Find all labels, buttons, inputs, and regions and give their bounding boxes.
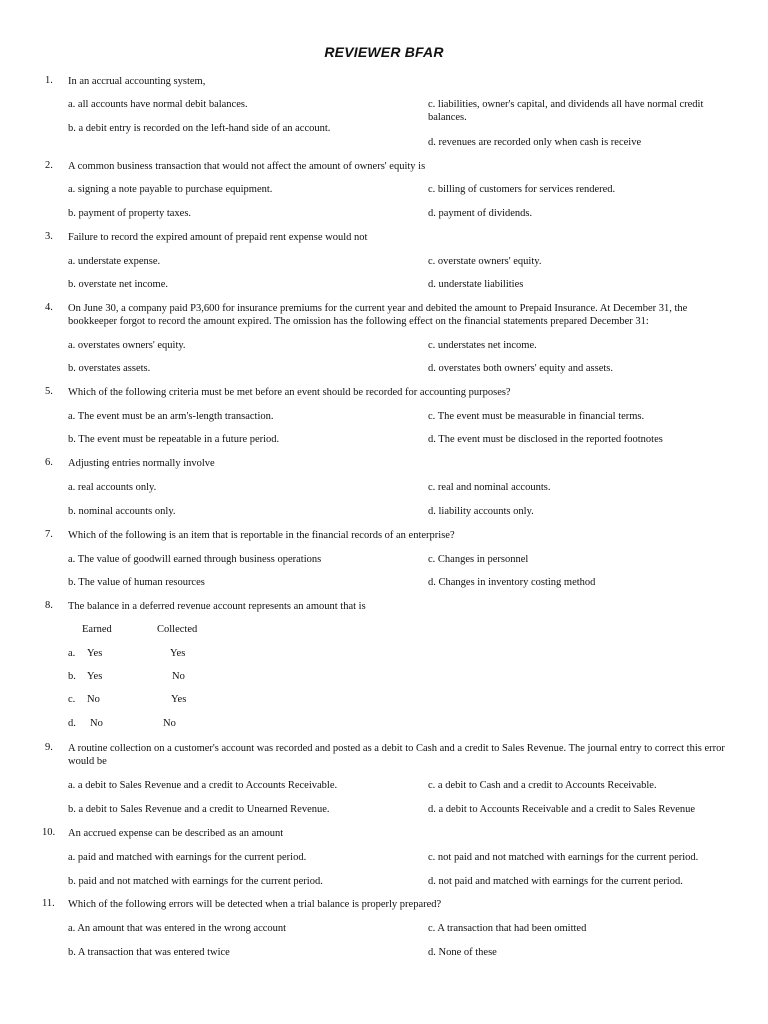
option-c: c. understates net income. — [428, 340, 537, 351]
row-letter: c. — [68, 694, 76, 705]
option-d: d. None of these — [428, 947, 497, 958]
option-a: a. paid and matched with earnings for the current period. — [68, 852, 307, 863]
question-text: In an accrual accounting system, — [68, 76, 206, 87]
question-number: 8. — [45, 600, 53, 611]
option-a: a. An amount that was entered in the wrong account — [68, 923, 287, 934]
option-c: c. not paid and not matched with earnings for the current period. — [428, 852, 699, 863]
option-a: a. understate expense. — [68, 256, 161, 267]
option-a: a. real accounts only. — [68, 482, 157, 493]
question-number: 3. — [45, 231, 53, 242]
question-number: 6. — [45, 457, 53, 468]
row-letter: a. — [68, 648, 76, 659]
table-header-collected: Collected — [157, 624, 198, 635]
question-number: 2. — [45, 160, 53, 171]
option-d: d. a debit to Accounts Receivable and a credit to Sales Revenue — [428, 804, 696, 815]
question-text: On June 30, a company paid P3,600 for insurance premiums for the current year and debited the amount to Prepaid Insurance. At December 31, the bookkeeper forgot to record the amount expired. The omission has the following effect on the financial statements prepared December 31: — [68, 303, 688, 327]
option-a: a. The value of goodwill earned through business operations — [68, 554, 322, 565]
cell-collected: Yes — [171, 694, 187, 705]
question-number: 5. — [45, 386, 53, 397]
option-b: b. The event must be repeatable in a future period. — [68, 434, 280, 445]
question-text: A routine collection on a customer's account was recorded and posted as a debit to Cash and a credit to Sales Revenue. The journal entry to correct this error would be — [68, 743, 725, 767]
option-b: b. a debit to Sales Revenue and a credit to Unearned Revenue. — [68, 804, 330, 815]
question-text: A common business transaction that would not affect the amount of owners' equity is — [68, 161, 426, 172]
option-d: d. Changes in inventory costing method — [428, 577, 596, 588]
cell-earned: No — [90, 718, 103, 729]
page-title: REVIEWER BFAR — [324, 44, 444, 60]
option-b: b. The value of human resources — [68, 577, 205, 588]
option-b: b. overstate net income. — [68, 279, 169, 290]
cell-earned: No — [87, 694, 100, 705]
question-text: Which of the following criteria must be met before an event should be recorded for accounting purposes? — [68, 387, 511, 398]
option-c: c. A transaction that had been omitted — [428, 923, 587, 934]
question-text: Adjusting entries normally involve — [68, 458, 215, 469]
option-b: b. a debit entry is recorded on the left-hand side of an account. — [68, 123, 331, 134]
option-d: d. liability accounts only. — [428, 506, 534, 517]
question-number: 4. — [45, 302, 53, 313]
option-b: b. paid and not matched with earnings for the current period. — [68, 876, 323, 887]
question-text: Which of the following is an item that is reportable in the financial records of an enterprise? — [68, 530, 455, 541]
option-c: c. real and nominal accounts. — [428, 482, 551, 493]
question-number: 10. — [42, 827, 56, 838]
question-text: Which of the following errors will be detected when a trial balance is properly prepared? — [68, 899, 442, 910]
option-a: a. signing a note payable to purchase equipment. — [68, 184, 273, 195]
option-d: d. payment of dividends. — [428, 208, 533, 219]
option-a: a. overstates owners' equity. — [68, 340, 186, 351]
option-c: c. The event must be measurable in financial terms. — [428, 411, 645, 422]
option-c: c. a debit to Cash and a credit to Accounts Receivable. — [428, 780, 657, 791]
option-c: c. billing of customers for services rendered. — [428, 184, 616, 195]
cell-collected: No — [163, 718, 176, 729]
option-b: b. overstates assets. — [68, 363, 151, 374]
cell-collected: Yes — [170, 648, 186, 659]
option-b: b. nominal accounts only. — [68, 506, 176, 517]
option-a: a. The event must be an arm's-length transaction. — [68, 411, 274, 422]
row-letter: d. — [68, 718, 76, 729]
option-a: a. all accounts have normal debit balances. — [68, 99, 248, 110]
question-number: 9. — [45, 742, 53, 753]
option-c: c. liabilities, owner's capital, and dividends all have normal credit balances. — [428, 99, 704, 123]
question-number: 7. — [45, 529, 53, 540]
table-header-earned: Earned — [82, 624, 112, 635]
question-number: 1. — [45, 75, 53, 86]
option-d: d. The event must be disclosed in the reported footnotes — [428, 434, 663, 445]
question-text: An accrued expense can be described as an amount — [68, 828, 284, 839]
option-a: a. a debit to Sales Revenue and a credit to Accounts Receivable. — [68, 780, 338, 791]
option-b: b. A transaction that was entered twice — [68, 947, 230, 958]
question-text: Failure to record the expired amount of prepaid rent expense would not — [68, 232, 368, 243]
option-c: c. overstate owners' equity. — [428, 256, 542, 267]
cell-earned: Yes — [87, 671, 103, 682]
option-d: d. revenues are recorded only when cash is receive — [428, 137, 642, 148]
question-number: 11. — [42, 898, 55, 909]
option-d: d. understate liabilities — [428, 279, 524, 290]
cell-earned: Yes — [87, 648, 103, 659]
option-d: d. overstates both owners' equity and assets. — [428, 363, 614, 374]
option-c: c. Changes in personnel — [428, 554, 529, 565]
row-letter: b. — [68, 671, 76, 682]
option-b: b. payment of property taxes. — [68, 208, 192, 219]
option-d: d. not paid and matched with earnings for the current period. — [428, 876, 683, 887]
question-text: The balance in a deferred revenue account represents an amount that is — [68, 601, 366, 612]
cell-collected: No — [172, 671, 185, 682]
